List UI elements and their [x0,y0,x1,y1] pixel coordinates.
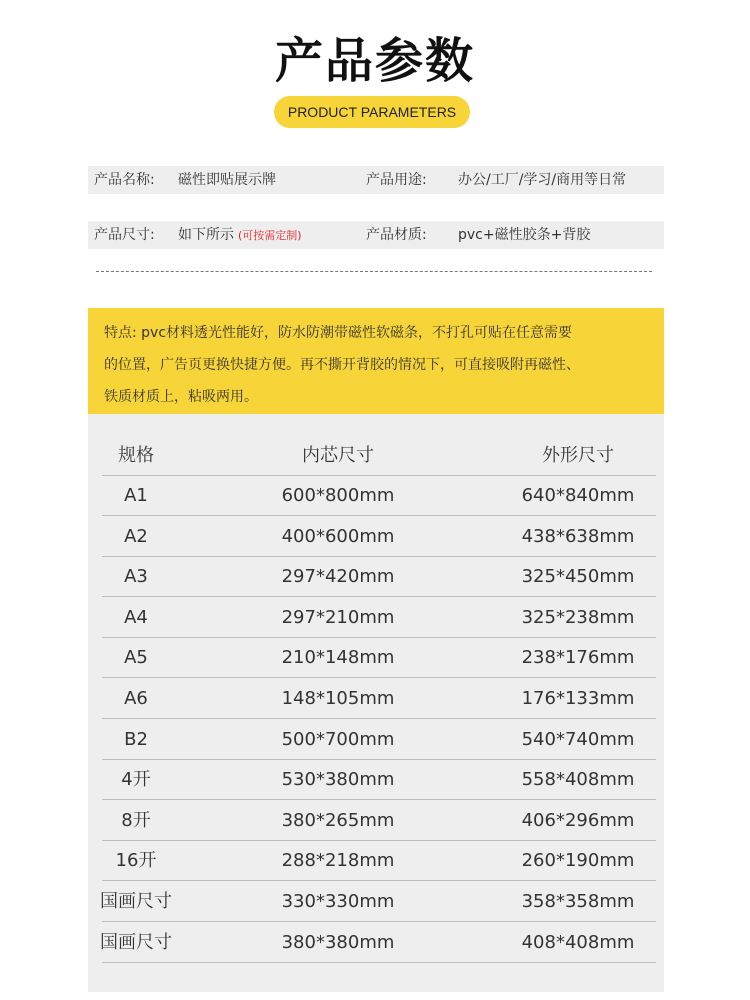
spec-cell: 16开 [115,850,157,872]
inner-size-cell: 400*600mm [281,525,395,547]
product-size-value: 如下所示 [178,227,234,243]
table-row [88,679,664,719]
spec-cell: B2 [124,728,148,750]
feature-text [104,317,656,413]
outer-size-cell: 406*296mm [521,809,635,831]
inner-size-cell: 330*330mm [281,891,395,912]
header-outer-size: 外形尺寸 [542,445,614,466]
subtitle-badge: PRODUCT PARAMETERS [274,96,470,128]
outer-size-cell: 540*740mm [521,728,635,750]
table-row [88,841,664,881]
page-title: 产品参数 [274,33,475,89]
inner-size-cell: 380*380mm [281,931,395,953]
product-use-value: 办公/工厂/学习/商用等日常 [458,172,627,188]
spec-table [88,414,664,992]
product-material-value: pvc+磁性胶条+背胶 [458,227,591,243]
feature-line: 铁质材质上，粘吸两用。 [104,389,258,405]
param-row-size-material [88,221,664,249]
spec-cell: A6 [124,688,148,709]
outer-size-cell: 558*408mm [521,769,635,791]
spec-cell: A4 [124,606,148,628]
header-spec: 规格 [118,445,154,466]
table-row [88,760,664,800]
spec-cell: 4开 [121,769,151,791]
table-row [88,801,664,841]
product-name-label: 产品名称: [94,172,155,188]
spec-cell: 8开 [121,809,151,831]
spec-table-header [88,436,664,476]
outer-size-cell: 325*450mm [521,566,635,588]
dashed-divider [96,271,652,272]
table-row [88,720,664,760]
outer-size-cell: 238*176mm [521,647,635,669]
product-size-value-wrap [178,221,302,249]
outer-size-cell: 176*133mm [521,688,635,709]
table-row [88,923,664,963]
table-row [88,638,664,678]
table-row [88,476,664,516]
outer-size-cell: 438*638mm [521,525,635,547]
table-row [88,882,664,922]
table-row [88,598,664,638]
table-row [88,557,664,597]
outer-size-cell: 325*238mm [521,606,635,628]
feature-panel [88,308,664,414]
table-row [88,517,664,557]
spec-cell: A1 [124,485,148,506]
spec-cell: A2 [124,525,148,547]
feature-line: 的位置，广告页更换快捷方便。再不撕开背胶的情况下，可直接吸附再磁性、 [104,357,580,373]
inner-size-cell: 210*148mm [281,647,395,669]
spec-cell: 国画尺寸 [100,931,172,953]
spec-cell: A5 [124,647,148,669]
custom-note: (可按需定制) [238,229,302,242]
outer-size-cell: 408*408mm [521,931,635,953]
outer-size-cell: 640*840mm [521,485,635,506]
outer-size-cell: 358*358mm [521,891,635,912]
spec-cell: A3 [124,566,148,588]
inner-size-cell: 148*105mm [281,688,395,709]
inner-size-cell: 530*380mm [281,769,395,791]
inner-size-cell: 500*700mm [281,728,395,750]
inner-size-cell: 600*800mm [281,485,395,506]
inner-size-cell: 288*218mm [281,850,395,872]
product-size-label: 产品尺寸: [94,227,155,243]
header-inner-size: 内芯尺寸 [302,445,374,466]
param-row-name-use [88,166,664,194]
outer-size-cell: 260*190mm [521,850,635,872]
product-name-value: 磁性即贴展示牌 [178,172,276,188]
inner-size-cell: 380*265mm [281,809,395,831]
feature-line: 特点: pvc材料透光性能好，防水防潮带磁性软磁条，不打孔可贴在任意需要 [104,325,573,341]
product-material-label: 产品材质: [366,227,427,243]
inner-size-cell: 297*210mm [281,606,395,628]
product-use-label: 产品用途: [366,172,427,188]
spec-cell: 国画尺寸 [100,891,172,912]
inner-size-cell: 297*420mm [281,566,395,588]
